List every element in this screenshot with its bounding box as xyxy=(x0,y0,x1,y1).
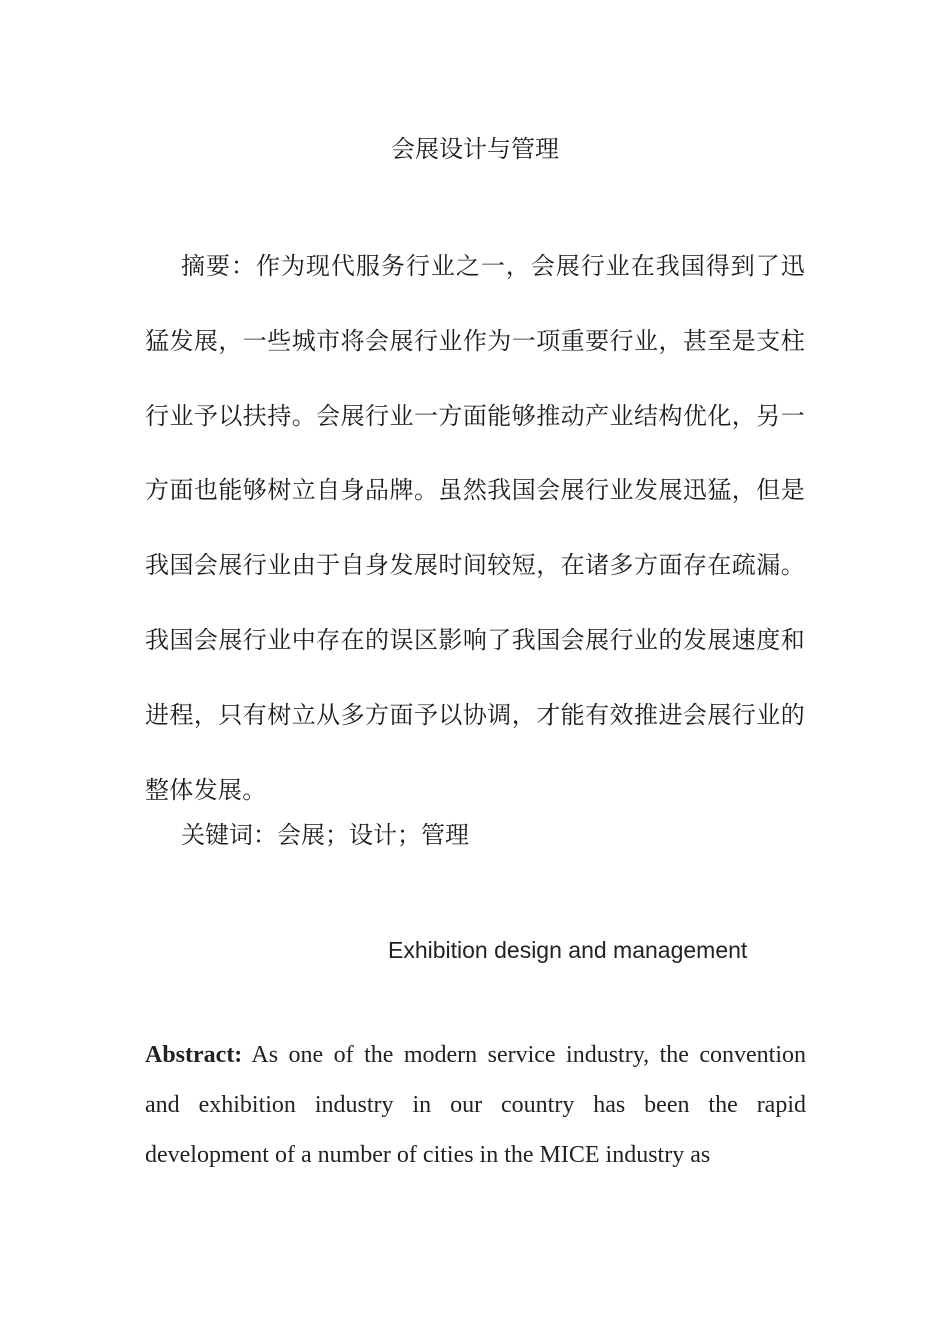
chinese-keywords: 关键词：会展；设计；管理 xyxy=(181,821,469,849)
chinese-abstract: 摘要：作为现代服务行业之一，会展行业在我国得到了迅猛发展，一些城市将会展行业作为一项重要行业，甚至是支柱行业予以扶持。会展行业一方面能够推动产业结构优化，另一方面也能够树立自身品牌。虽然我国会展行业发展迅猛，但是我国会展行业由于自身发展时间较短，在诸多方面存在疏漏。我国会展行业中存在的误区影响了我国会展行业的发展速度和进程，只有树立从多方面予以协调，才能有效推进会展行业的整体发展。 xyxy=(145,252,805,804)
chinese-title: 会展设计与管理 xyxy=(391,135,559,163)
english-title: Exhibition design and management xyxy=(388,937,748,963)
english-abstract-label: Abstract: xyxy=(145,1042,243,1068)
english-abstract xyxy=(145,1030,806,1180)
english-abstract-text: As one of the modern service industry, the convention and exhibition industry in our country has been the rapid development of a number of cities in the MICE industry as xyxy=(145,1042,806,1168)
